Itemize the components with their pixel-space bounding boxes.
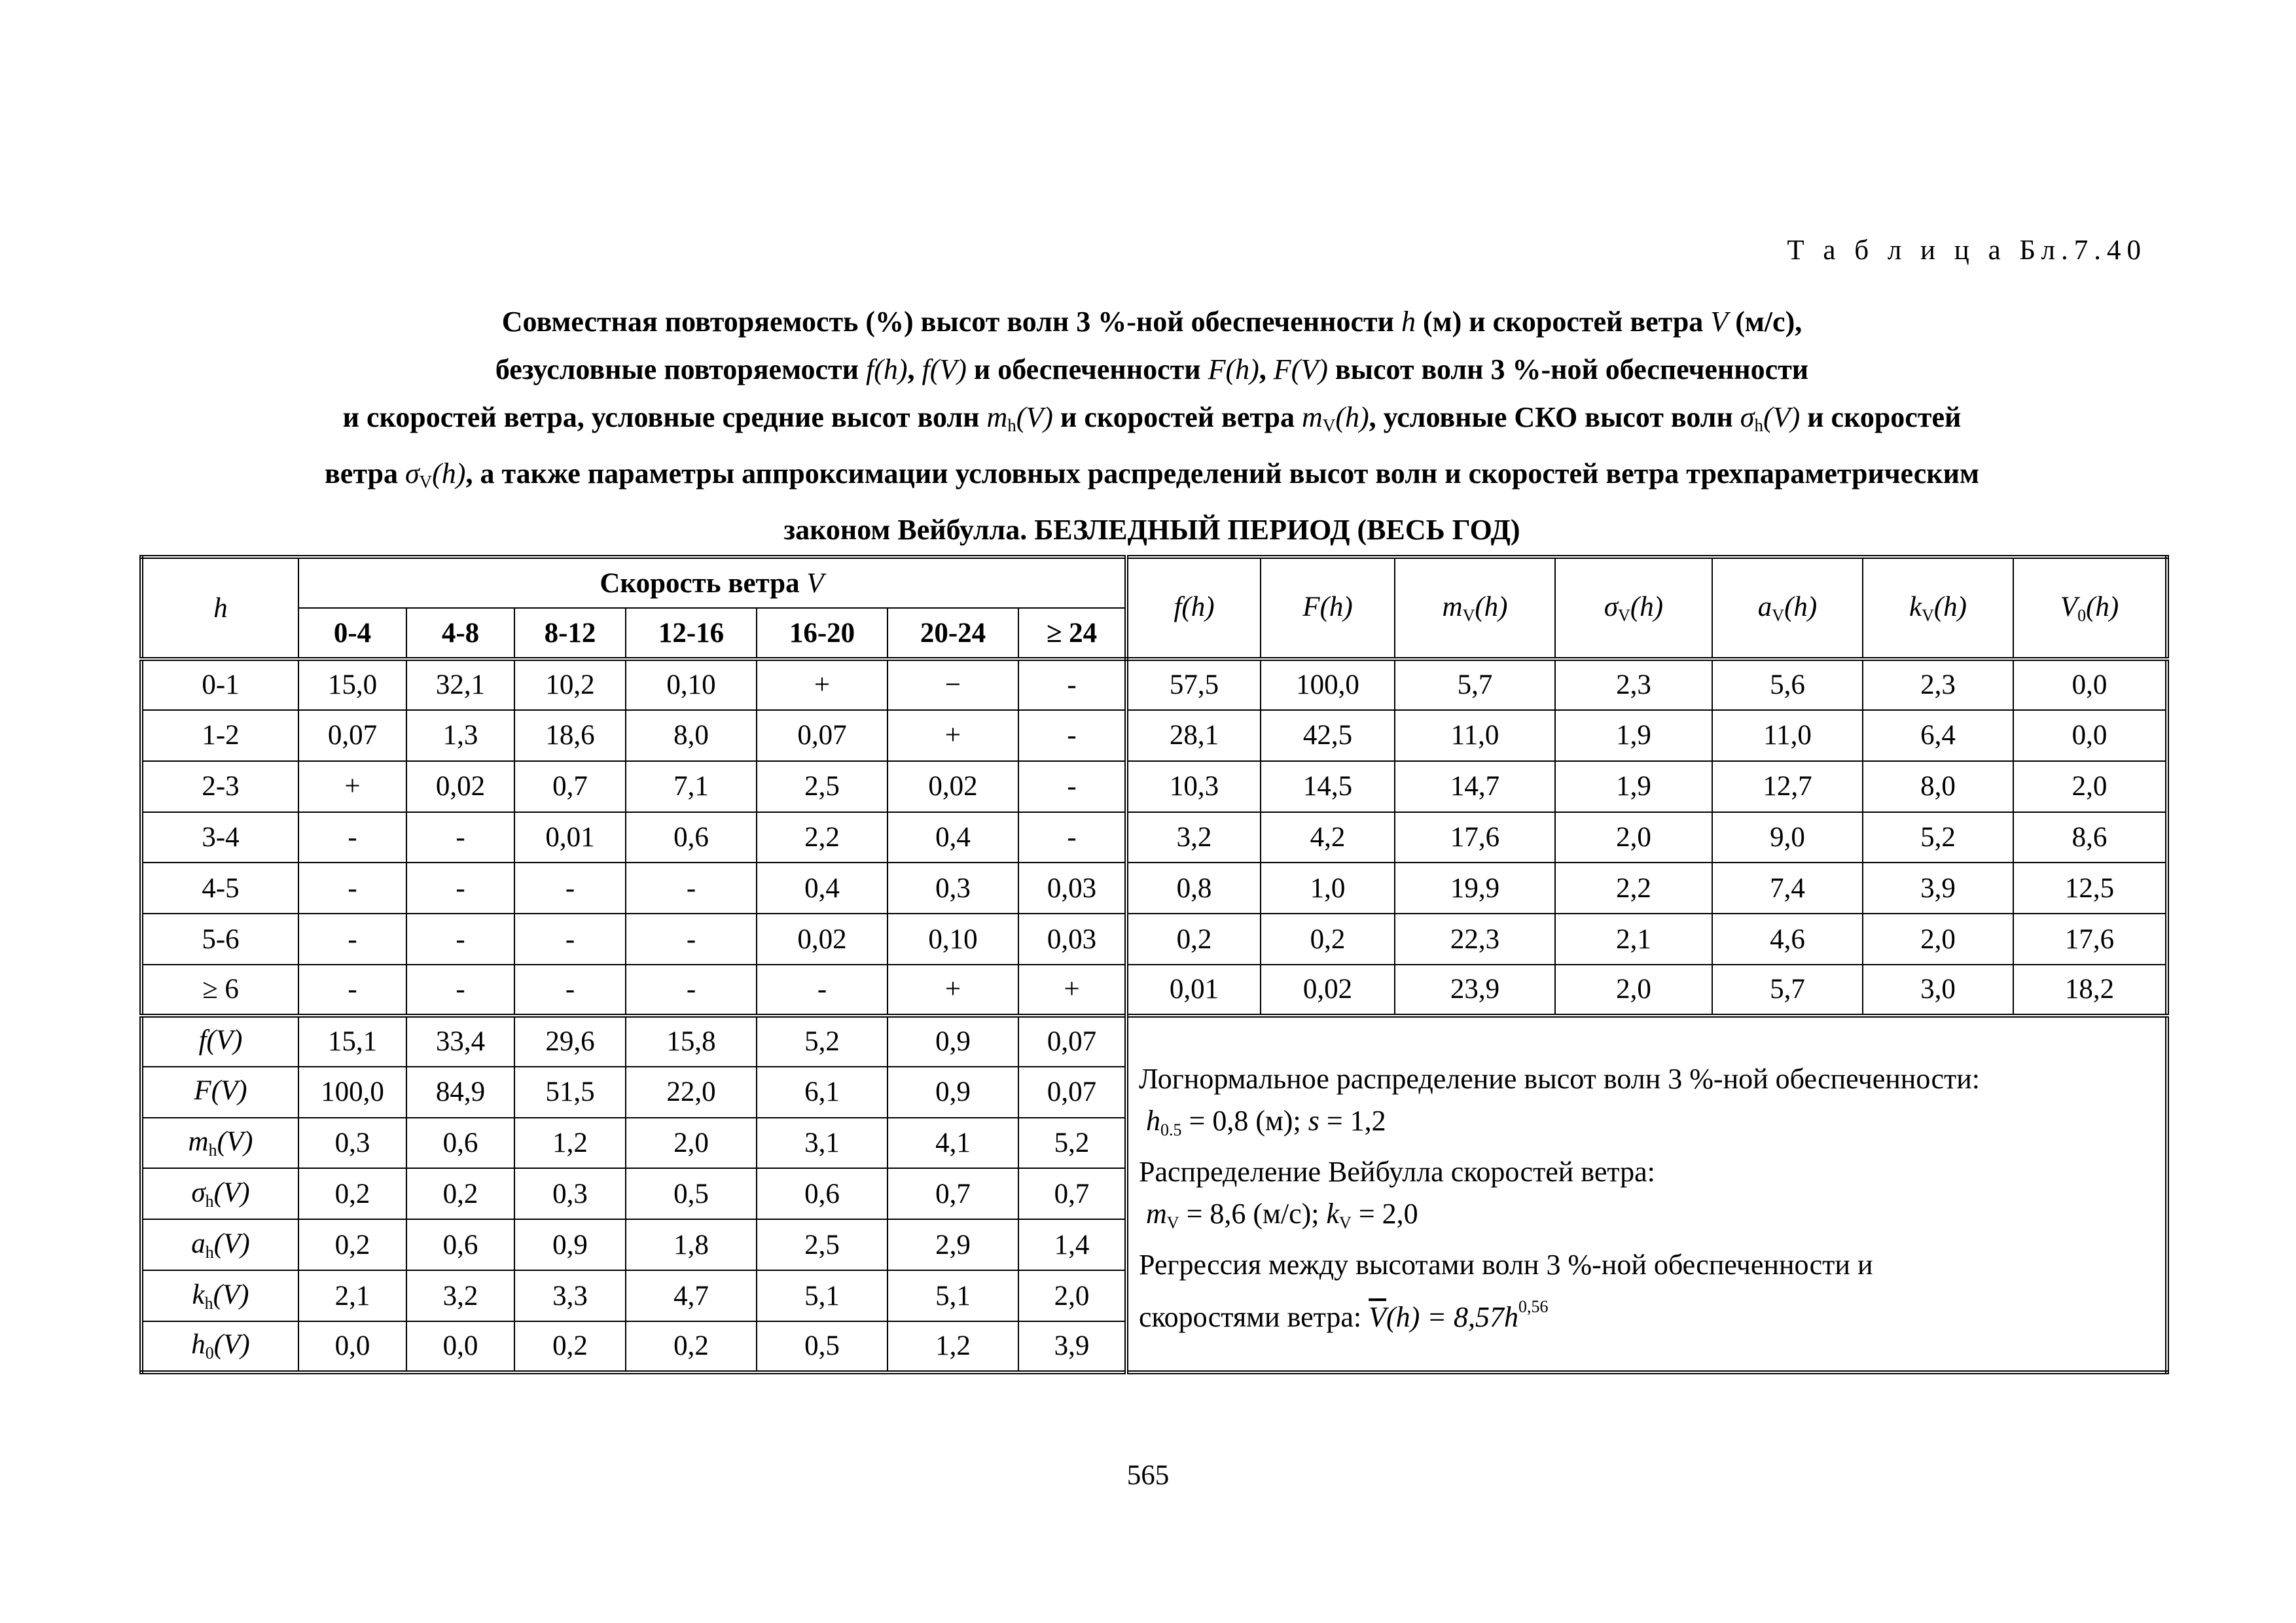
stat-cell: 8,6 xyxy=(2013,812,2167,863)
table-cell: 1,2 xyxy=(888,1321,1018,1372)
note-line-5: Регрессия между высотами волн 3 %-ной обеспеченности и xyxy=(1139,1248,1873,1281)
table-cell: 0,02 xyxy=(406,761,514,812)
stat-row-label-symbol: k xyxy=(192,1279,205,1310)
stat-row-label xyxy=(141,1321,298,1372)
table-cell: - xyxy=(757,965,888,1016)
header-stat xyxy=(1863,557,2013,659)
stat-row-label xyxy=(141,1118,298,1169)
stat-row-label-argument: (V) xyxy=(211,1075,247,1107)
stat-cell: 0,8 xyxy=(1126,863,1261,914)
header-wind-bin: 4-8 xyxy=(406,608,514,659)
stat-cell: 28,1 xyxy=(1126,710,1261,761)
distribution-notes xyxy=(1126,1016,2167,1372)
header-stat-argument: (h) xyxy=(1319,591,1353,622)
header-wind-speed xyxy=(298,557,1126,608)
stat-cell: 12,5 xyxy=(2013,863,2167,914)
note-line-6: скоростями ветра: $\overline{V}(h) = 8,57h^{0,56}$ xyxy=(1139,1296,1549,1333)
header-wind-bin: 12-16 xyxy=(626,608,757,659)
caption-line-3: и скоростей ветра, условные средние высот волн $m_h(V)$ и скоростей ветра $m_V(h)$, условные СКО высот волн $\sigma_h(V)$ и скоростей xyxy=(342,401,1962,435)
header-wind-speed-symbol: V xyxy=(806,567,824,599)
header-stat-argument: (h) xyxy=(1475,591,1508,622)
table-cell: - xyxy=(514,965,626,1016)
row-h-label: 0-1 xyxy=(141,659,298,710)
row-h-label: 4-5 xyxy=(141,863,298,914)
table-row xyxy=(141,965,2167,1016)
header-stat-symbol: k xyxy=(1909,591,1922,622)
note-line-2: $h_{0.5} = 0,8$ (м); s = 1,2 xyxy=(1146,1104,1386,1139)
table-cell: 0,5 xyxy=(626,1168,757,1219)
table-cell: 5,2 xyxy=(1018,1118,1126,1169)
table-cell: 0,03 xyxy=(1018,914,1126,965)
row-h-label: 3-4 xyxy=(141,812,298,863)
stat-row-label-subscript: 0 xyxy=(205,1344,214,1363)
table-cell: 0,03 xyxy=(1018,863,1126,914)
stat-cell: 10,3 xyxy=(1126,761,1261,812)
table-cell: 0,9 xyxy=(888,1067,1018,1118)
header-stat-symbol: a xyxy=(1757,591,1772,622)
table-cell: 0,9 xyxy=(888,1016,1018,1067)
table-cell: 0,2 xyxy=(298,1168,406,1219)
header-stat xyxy=(1555,557,1712,659)
page-number: 565 xyxy=(1126,1460,1170,1491)
table-cell: 0,9 xyxy=(514,1219,626,1270)
stat-cell: 42,5 xyxy=(1261,710,1395,761)
table-cell: - xyxy=(1018,659,1126,710)
table-cell: 0,5 xyxy=(757,1321,888,1372)
stat-cell: 0,0 xyxy=(2013,659,2167,710)
stat-cell: 5,2 xyxy=(1863,812,2013,863)
stat-cell: 2,0 xyxy=(1555,812,1712,863)
table-cell: 1,3 xyxy=(406,710,514,761)
header-wind-bin: 0-4 xyxy=(298,608,406,659)
stat-cell: 5,6 xyxy=(1712,659,1863,710)
note-line-4: $m_V = 8,6$ (м/с); $k_V = 2,0$ xyxy=(1146,1197,1418,1232)
header-stat-subscript: V xyxy=(1462,605,1475,625)
header-stat xyxy=(1712,557,1863,659)
table-row xyxy=(141,761,2167,812)
table-cell: - xyxy=(406,863,514,914)
stat-row-label-symbol: F xyxy=(194,1075,211,1107)
stat-row-label-symbol: m xyxy=(188,1126,209,1158)
stat-row-label xyxy=(141,1016,298,1067)
stat-cell: 17,6 xyxy=(1395,812,1555,863)
table-cell: 33,4 xyxy=(406,1016,514,1067)
stat-cell: 2,1 xyxy=(1555,914,1712,965)
header-stat-symbol: V xyxy=(2060,591,2078,622)
row-h-label: 2-3 xyxy=(141,761,298,812)
stat-cell: 5,7 xyxy=(1712,965,1863,1016)
stat-row-label xyxy=(141,1067,298,1118)
stat-cell: 12,7 xyxy=(1712,761,1863,812)
table-cell: 2,1 xyxy=(298,1270,406,1321)
table-cell: 0,7 xyxy=(1018,1168,1126,1219)
table-cell: 0,7 xyxy=(888,1168,1018,1219)
header-stat-subscript: V xyxy=(1618,605,1630,625)
stat-cell: 1,0 xyxy=(1261,863,1395,914)
table-cell: 4,1 xyxy=(888,1118,1018,1169)
table-cell: - xyxy=(626,914,757,965)
table-cell: 22,0 xyxy=(626,1067,757,1118)
stat-cell: 2,3 xyxy=(1555,659,1712,710)
table-cell: + xyxy=(757,659,888,710)
table-cell: 29,6 xyxy=(514,1016,626,1067)
table-cell: - xyxy=(298,965,406,1016)
stat-row-label-argument: (V) xyxy=(213,1228,250,1259)
header-stat-argument: (h) xyxy=(1784,591,1818,622)
table-cell: 0,3 xyxy=(888,863,1018,914)
stat-row-label-subscript: h xyxy=(204,1293,213,1313)
table-cell: - xyxy=(1018,710,1126,761)
stat-cell: 18,2 xyxy=(2013,965,2167,1016)
table-cell: 2,2 xyxy=(757,812,888,863)
table-cell: 0,07 xyxy=(1018,1016,1126,1067)
table-cell: 0,3 xyxy=(514,1168,626,1219)
stat-cell: 2,2 xyxy=(1555,863,1712,914)
table-cell: - xyxy=(406,812,514,863)
table-cell: 7,1 xyxy=(626,761,757,812)
table-cell: 0,07 xyxy=(757,710,888,761)
caption-line-1: Совместная повторяемость (%) высот волн 3 %-ной обеспеченности h (м) и скоростей ветра V (м/с), xyxy=(501,306,1803,338)
data-table xyxy=(139,555,2169,1374)
table-cell: + xyxy=(888,965,1018,1016)
stat-row-label-argument: (V) xyxy=(213,1279,249,1310)
table-cell: + xyxy=(888,710,1018,761)
header-stat-symbol: F xyxy=(1302,591,1320,622)
stat-cell: 3,0 xyxy=(1863,965,2013,1016)
table-cell: 51,5 xyxy=(514,1067,626,1118)
table-cell: 3,3 xyxy=(514,1270,626,1321)
stat-cell: 0,2 xyxy=(1261,914,1395,965)
table-cell: 2,0 xyxy=(626,1118,757,1169)
table-cell: 6,1 xyxy=(757,1067,888,1118)
stat-row-label-argument: (V) xyxy=(213,1329,250,1361)
table-cell: - xyxy=(298,863,406,914)
table-cell: 32,1 xyxy=(406,659,514,710)
stat-cell: 2,0 xyxy=(2013,761,2167,812)
stat-row-label-subscript: h xyxy=(205,1191,214,1211)
header-wind-bin: ≥ 24 xyxy=(1018,608,1126,659)
caption-line-4: ветра $\sigma_V(h)$, а также параметры аппроксимации условных распределений высот волн и скоростей ветра трехпараметрическим xyxy=(325,457,1979,491)
stat-cell: 1,9 xyxy=(1555,710,1712,761)
table-cell: 0,02 xyxy=(888,761,1018,812)
stat-cell: 22,3 xyxy=(1395,914,1555,965)
table-cell: - xyxy=(626,965,757,1016)
row-h-label: 1-2 xyxy=(141,710,298,761)
table-cell: 0,6 xyxy=(626,812,757,863)
header-stat-argument: (h) xyxy=(1630,591,1664,622)
table-cell: 1,4 xyxy=(1018,1219,1126,1270)
table-cell: 8,0 xyxy=(626,710,757,761)
table-cell: 0,3 xyxy=(298,1118,406,1169)
stat-cell: 17,6 xyxy=(2013,914,2167,965)
header-stat-argument: (h) xyxy=(1181,591,1215,622)
table-cell: 0,2 xyxy=(406,1168,514,1219)
stat-cell: 3,2 xyxy=(1126,812,1261,863)
table-cell: 0,07 xyxy=(298,710,406,761)
header-wind-speed-label: Скорость ветра xyxy=(600,567,807,599)
table-cell: 0,6 xyxy=(406,1118,514,1169)
table-cell: - xyxy=(1018,761,1126,812)
stat-cell: 14,7 xyxy=(1395,761,1555,812)
header-stat-subscript: 0 xyxy=(2077,605,2087,625)
table-cell: 1,2 xyxy=(514,1118,626,1169)
header-stat xyxy=(1126,557,1261,659)
table-cell: 0,7 xyxy=(514,761,626,812)
table-cell: + xyxy=(1018,965,1126,1016)
stat-row-label-argument: (V) xyxy=(217,1126,253,1158)
header-h-symbol: h xyxy=(213,592,228,624)
stat-cell: 0,02 xyxy=(1261,965,1395,1016)
stat-cell: 2,3 xyxy=(1863,659,2013,710)
header-stat-argument: (h) xyxy=(2086,591,2119,622)
header-wind-bin: 20-24 xyxy=(888,608,1018,659)
table-cell: 3,1 xyxy=(757,1118,888,1169)
header-wind-bin: 16-20 xyxy=(757,608,888,659)
table-cell: 0,2 xyxy=(298,1219,406,1270)
table-cell: - xyxy=(626,863,757,914)
row-h-label: 5-6 xyxy=(141,914,298,965)
header-h xyxy=(141,557,298,659)
header-stat xyxy=(1395,557,1555,659)
caption-line-5: законом Вейбулла. БЕЗЛЕДНЫЙ ПЕРИОД (ВЕСЬ ГОД) xyxy=(783,514,1520,546)
stat-cell: 57,5 xyxy=(1126,659,1261,710)
stat-cell: 14,5 xyxy=(1261,761,1395,812)
table-cell: 0,4 xyxy=(888,812,1018,863)
note-line-1: Логнормальное распределение высот волн 3 %-ной обеспеченности: xyxy=(1139,1062,1980,1095)
table-cell: 0,10 xyxy=(888,914,1018,965)
header-stat-subscript: V xyxy=(1772,605,1785,625)
table-cell: 15,1 xyxy=(298,1016,406,1067)
header-stat-argument: (h) xyxy=(1933,591,1967,622)
stat-row-label-argument: (V) xyxy=(206,1025,243,1056)
table-cell: 15,0 xyxy=(298,659,406,710)
stat-row-label-argument: (V) xyxy=(213,1177,250,1208)
table-row xyxy=(141,914,2167,965)
table-cell: 0,10 xyxy=(626,659,757,710)
stat-cell: 5,7 xyxy=(1395,659,1555,710)
table-cell: 18,6 xyxy=(514,710,626,761)
header-wind-bin: 8-12 xyxy=(514,608,626,659)
row-h-label: ≥ 6 xyxy=(141,965,298,1016)
stat-cell: 11,0 xyxy=(1712,710,1863,761)
stat-row-label-symbol: a xyxy=(191,1228,206,1259)
table-cell: 0,0 xyxy=(298,1321,406,1372)
stat-cell: 2,0 xyxy=(1863,914,2013,965)
stat-row-label-subscript: h xyxy=(205,1242,214,1262)
stat-cell: 0,01 xyxy=(1126,965,1261,1016)
table-cell: - xyxy=(514,863,626,914)
table-cell: 2,9 xyxy=(888,1219,1018,1270)
stat-cell: 4,6 xyxy=(1712,914,1863,965)
table-row xyxy=(141,710,2167,761)
stat-cell: 23,9 xyxy=(1395,965,1555,1016)
table-cell: 5,1 xyxy=(757,1270,888,1321)
table-cell: 0,6 xyxy=(406,1219,514,1270)
stat-row-label-symbol: h xyxy=(191,1329,206,1361)
table-cell: 0,02 xyxy=(757,914,888,965)
table-cell: 2,5 xyxy=(757,1219,888,1270)
table-cell: 0,07 xyxy=(1018,1067,1126,1118)
stat-cell: 3,9 xyxy=(1863,863,2013,914)
table-cell: 0,4 xyxy=(757,863,888,914)
table-cell: 0,2 xyxy=(514,1321,626,1372)
stat-cell: 11,0 xyxy=(1395,710,1555,761)
stat-row-label xyxy=(141,1219,298,1270)
table-row xyxy=(141,863,2167,914)
table-cell: 0,0 xyxy=(406,1321,514,1372)
table-cell: 0,6 xyxy=(757,1168,888,1219)
table-cell: 3,9 xyxy=(1018,1321,1126,1372)
stat-cell: 1,9 xyxy=(1555,761,1712,812)
stat-cell: 8,0 xyxy=(1863,761,2013,812)
header-stat-symbol: f xyxy=(1174,591,1182,622)
stat-cell: 4,2 xyxy=(1261,812,1395,863)
table-cell: + xyxy=(298,761,406,812)
table-cell: 5,1 xyxy=(888,1270,1018,1321)
table-cell: 5,2 xyxy=(757,1016,888,1067)
table-cell: - xyxy=(1018,812,1126,863)
stat-cell: 0,2 xyxy=(1126,914,1261,965)
table-cell: 10,2 xyxy=(514,659,626,710)
header-stat xyxy=(1261,557,1395,659)
table-cell: 0,01 xyxy=(514,812,626,863)
header-stat-subscript: V xyxy=(1922,605,1934,625)
table-cell: 100,0 xyxy=(298,1067,406,1118)
stat-row-label-symbol: f xyxy=(198,1025,207,1056)
table-cell: 84,9 xyxy=(406,1067,514,1118)
table-cell: 2,5 xyxy=(757,761,888,812)
stat-cell: 6,4 xyxy=(1863,710,2013,761)
stat-cell: 100,0 xyxy=(1261,659,1395,710)
table-cell: 1,8 xyxy=(626,1219,757,1270)
stat-row-label xyxy=(141,1168,298,1219)
caption-line-2: безусловные повторяемости f(h), f(V) и обеспеченности F(h), F(V) высот волн 3 %-ной обеспеченности xyxy=(495,353,1809,385)
table-cell: 0,2 xyxy=(626,1321,757,1372)
table-row xyxy=(141,659,2167,710)
header-row-1 xyxy=(141,557,2167,608)
table-cell: 15,8 xyxy=(626,1016,757,1067)
table-cell: − xyxy=(888,659,1018,710)
stat-cell: 0,0 xyxy=(2013,710,2167,761)
header-stat xyxy=(2013,557,2167,659)
table-label: Т а б л и ц а Бл.7.40 xyxy=(1787,235,2147,266)
table-cell: 2,0 xyxy=(1018,1270,1126,1321)
stat-row-label-symbol: σ xyxy=(191,1177,206,1208)
table-cell: 3,2 xyxy=(406,1270,514,1321)
table-cell: - xyxy=(406,914,514,965)
stat-cell: 2,0 xyxy=(1555,965,1712,1016)
stat-row xyxy=(141,1016,2167,1067)
header-stat-symbol: m xyxy=(1442,591,1463,622)
table-caption xyxy=(190,298,2114,554)
note-line-3: Распределение Вейбулла скоростей ветра: xyxy=(1139,1155,1655,1188)
stat-row-label-subscript: h xyxy=(208,1141,217,1160)
stat-cell: 9,0 xyxy=(1712,812,1863,863)
stat-cell: 7,4 xyxy=(1712,863,1863,914)
table-cell: - xyxy=(514,914,626,965)
table-row xyxy=(141,812,2167,863)
table-cell: - xyxy=(298,914,406,965)
header-stat-symbol: σ xyxy=(1604,591,1619,622)
table-cell: - xyxy=(406,965,514,1016)
table-cell: - xyxy=(298,812,406,863)
table-cell: 4,7 xyxy=(626,1270,757,1321)
stat-row-label xyxy=(141,1270,298,1321)
stat-cell: 19,9 xyxy=(1395,863,1555,914)
